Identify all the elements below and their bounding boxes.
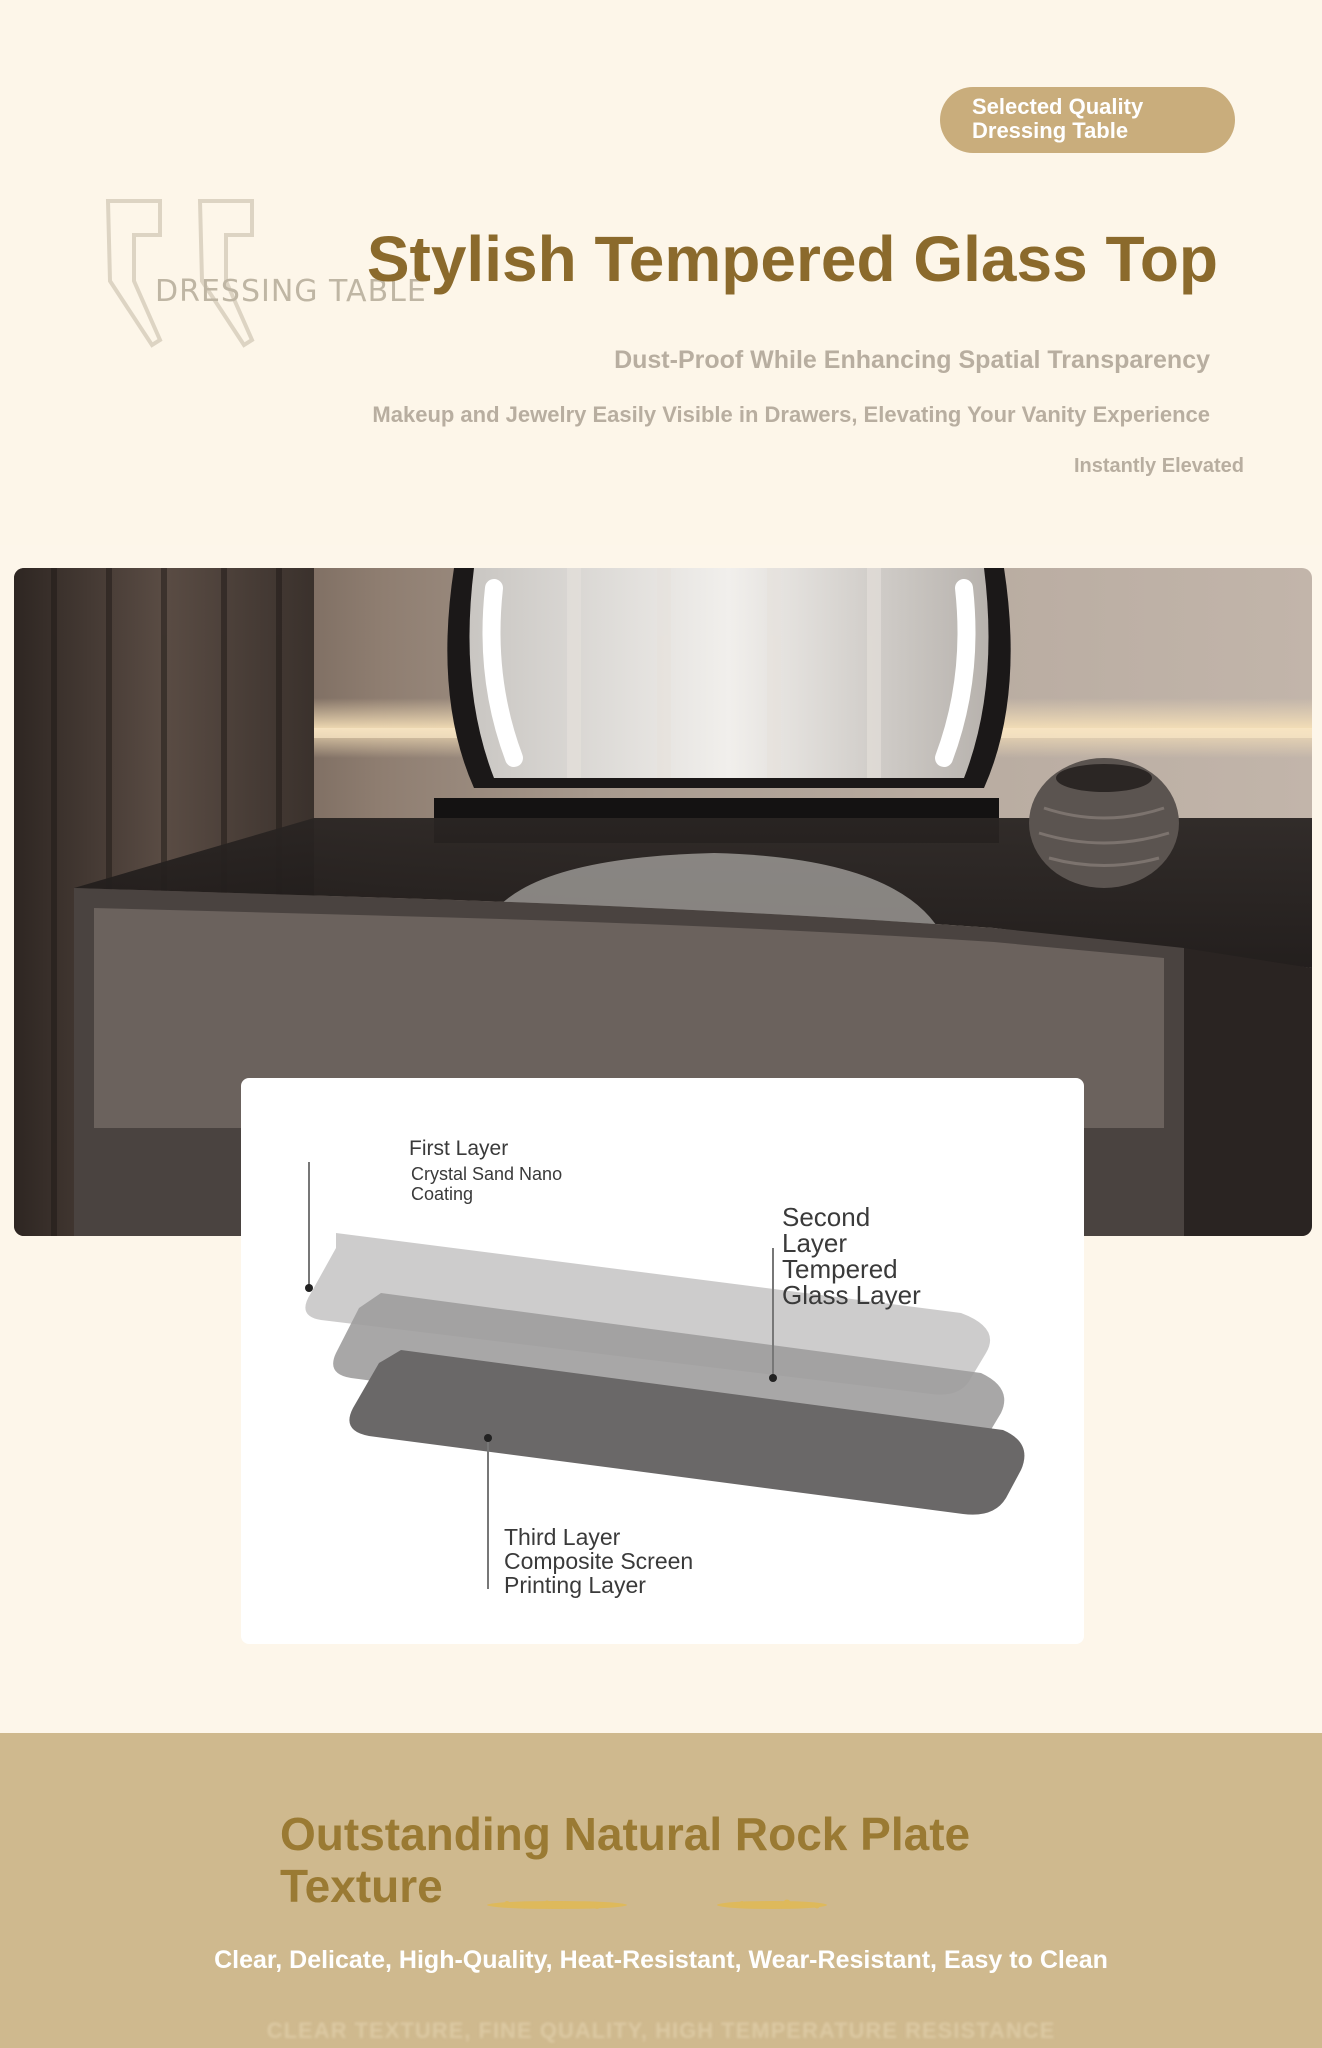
second-layer-label	[782, 1204, 921, 1308]
third-layer-label	[504, 1525, 693, 1597]
texture-title-line-1: Outstanding Natural Rock Plate	[280, 1808, 971, 1860]
subtitle-line-2: Makeup and Jewelry Easily Visible in Drawers, Elevating Your Vanity Experience	[372, 402, 1210, 427]
quality-badge	[940, 87, 1235, 153]
dressing-table-watermark: DRESSING TABLE	[155, 274, 427, 309]
third-layer-line-3: Printing Layer	[504, 1572, 646, 1598]
second-layer-line-4: Glass Layer	[782, 1280, 921, 1310]
first-layer-desc-line-1: Crystal Sand Nano	[411, 1164, 563, 1184]
first-layer-title: First Layer	[409, 1137, 509, 1160]
texture-subtitle: Clear, Delicate, High-Quality, Heat-Resistant, Wear-Resistant, Easy to Clean	[214, 1946, 1108, 1974]
second-layer-line-3: Tempered	[782, 1254, 898, 1284]
third-layer-line-1: Third Layer	[504, 1524, 621, 1550]
page-title: Stylish Tempered Glass Top	[366, 223, 1218, 295]
sparkle-divider-icon	[487, 1895, 877, 1915]
first-layer-desc-line-2: Coating	[411, 1184, 474, 1204]
badge-line-1: Selected Quality	[972, 94, 1144, 119]
subtitle-line-3: Instantly Elevated	[1073, 455, 1244, 477]
first-layer-desc	[411, 1164, 562, 1204]
badge-line-2: Dressing Table	[972, 118, 1129, 143]
third-layer-line-2: Composite Screen	[504, 1548, 694, 1574]
second-layer-line-2: Layer	[782, 1228, 848, 1258]
subtitle-line-1: Dust-Proof While Enhancing Spatial Transparency	[614, 346, 1210, 374]
texture-ghost-text: CLEAR TEXTURE, FINE QUALITY, HIGH TEMPERATURE RESISTANCE	[266, 2018, 1056, 2043]
second-layer-line-1: Second	[782, 1202, 871, 1232]
texture-title-line-2: Texture	[280, 1860, 443, 1912]
